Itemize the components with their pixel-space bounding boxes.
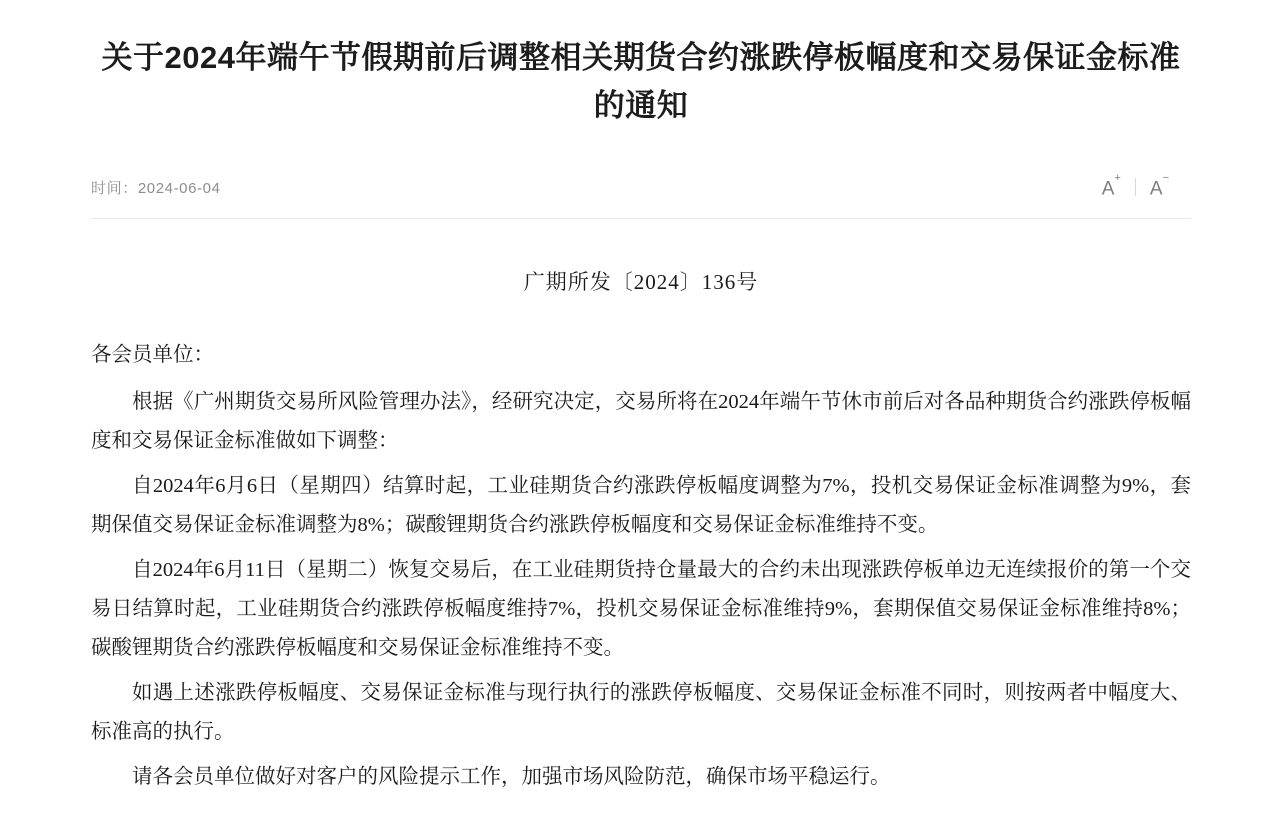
publish-time-label: 时间： (91, 179, 138, 197)
font-increase-superscript: + (1114, 171, 1121, 184)
publish-time (91, 177, 221, 198)
font-size-controls (1088, 171, 1183, 200)
body-paragraph: 自2024年6月11日（星期二）恢复交易后，在工业硅期货持仓量最大的合约未出现涨跌停板单边无连续报价的第一个交易日结算时起，工业硅期货合约涨跌停板幅度维持7%，投机交易保证金标准维持9%，套期保值交易保证金标准维持8%；碳酸锂期货合约涨跌停板幅度和交易保证金标准维持不变。 (91, 559, 1191, 659)
publish-time-value: 2024-06-04 (137, 179, 221, 197)
font-decrease-button[interactable] (1136, 171, 1183, 200)
document-body (91, 219, 1191, 797)
body-paragraph: 如遇上述涨跌停板幅度、交易保证金标准与现行执行的涨跌停板幅度、交易保证金标准不同时，则按两者中幅度大、标准高的执行。 (91, 682, 1191, 743)
document-meta-row (91, 164, 1191, 219)
document-number: 广期所发〔2024〕136号 (523, 270, 759, 294)
body-paragraph: 根据《广州期货交易所风险管理办法》，经研究决定，交易所将在2024年端午节休市前后对各品种期货合约涨跌停板幅度和交易保证金标准做如下调整： (91, 391, 1191, 452)
body-paragraph: 请各会员单位做好对客户的风险提示工作，加强市场风险防范，确保市场平稳运行。 (132, 766, 891, 788)
font-increase-button[interactable] (1088, 171, 1135, 200)
document-container (91, 0, 1191, 797)
font-increase-label: A (1101, 178, 1115, 200)
page-title: 关于2024年端午节假期前后调整相关期货合约涨跌停板幅度和交易保证金标准的通知 (101, 40, 1181, 123)
body-paragraph: 自2024年6月6日（星期四）结算时起，工业硅期货合约涨跌停板幅度调整为7%，投机交易保证金标准调整为9%，套期保值交易保证金标准调整为8%；碳酸锂期货合约涨跌停板幅度和交易保证金标准维持不变。 (91, 475, 1191, 536)
salutation: 各会员单位： (91, 344, 214, 366)
font-decrease-label: A (1149, 178, 1163, 200)
font-decrease-superscript: − (1162, 171, 1169, 184)
